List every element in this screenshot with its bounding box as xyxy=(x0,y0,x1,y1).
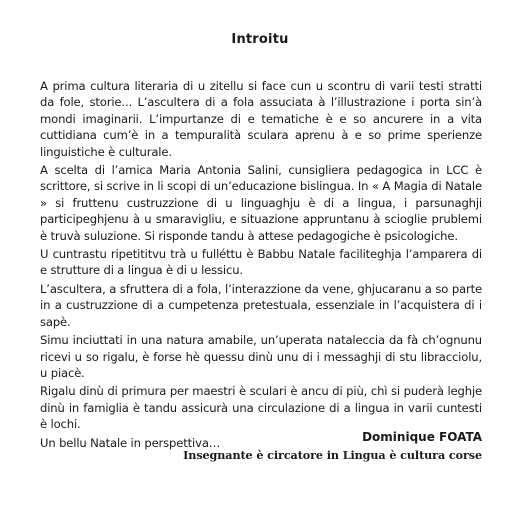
author-name: Dominique FOATA xyxy=(362,430,482,444)
page-title: Introitu xyxy=(231,32,289,47)
paragraph-5: Simu inciuttati in una natura amabile, un’uperata nataleccia da fà ch’ognunu ricevi u so rigalu, è forse hè quessu dinù unu di i messaghji di stu libracciolu, u piacè. xyxy=(40,333,482,380)
body-text xyxy=(40,78,482,453)
paragraph-3: U cuntrastu ripetititvu trà u fulléttu è Babbu Natale faciliteghja l’amparera di e strutture di a lingua è di u lessicu. xyxy=(40,247,482,278)
paragraph-6: Rigalu dinù di primura per maestri è sculari è ancu di più, chì si puderà leghje dinù in famiglia è tandu assicurà una circulazione di a lingua in varii cuntesti è lochi. xyxy=(40,384,482,432)
paragraph-1: A prima cultura literaria di u zitellu si face cun u scontru di varii testi stratti da fole, storie... L’ascultera di a fola assuciata à l’illustrazione i porta sin’à mondi imaginarii. L’impurtanze di e tematiche è e so ancurere in a vita cuttidiana cum’è in a tempuralità sculara aprenu à e so prime sperienze linguistiche è culturale. xyxy=(40,79,482,159)
paragraph-2: A scelta di l’amica Maria Antonia Salini, cunsigliera pedagogica in LCC è scrittore, si scrive in li scopi di un’educazione bislingua. In « A Magia di Natale » si fruttenu custruzzione di u linguaghju è di a lingua, i parsunaghji participeghjenu à u smaravigliu, e situazione appruntanu à scioglie prublemi è truvà suluzione. Si risponde tandu à attese pedagogiche è psicologiche. xyxy=(40,163,482,243)
paragraph-7: Un bellu Natale in perspettiva… xyxy=(40,435,221,450)
paragraph-4: L’ascultera, a sfruttera di a fola, l’interazzione da vene, ghjucaranu a so parte in a custruzzione di a cumpetenza pretestuala, essenziale in l’acquistera di i sapè. xyxy=(40,281,482,329)
signature-block xyxy=(183,428,482,464)
author-role: Insegnante è circatore in Lingua è cultura corse xyxy=(183,448,482,462)
